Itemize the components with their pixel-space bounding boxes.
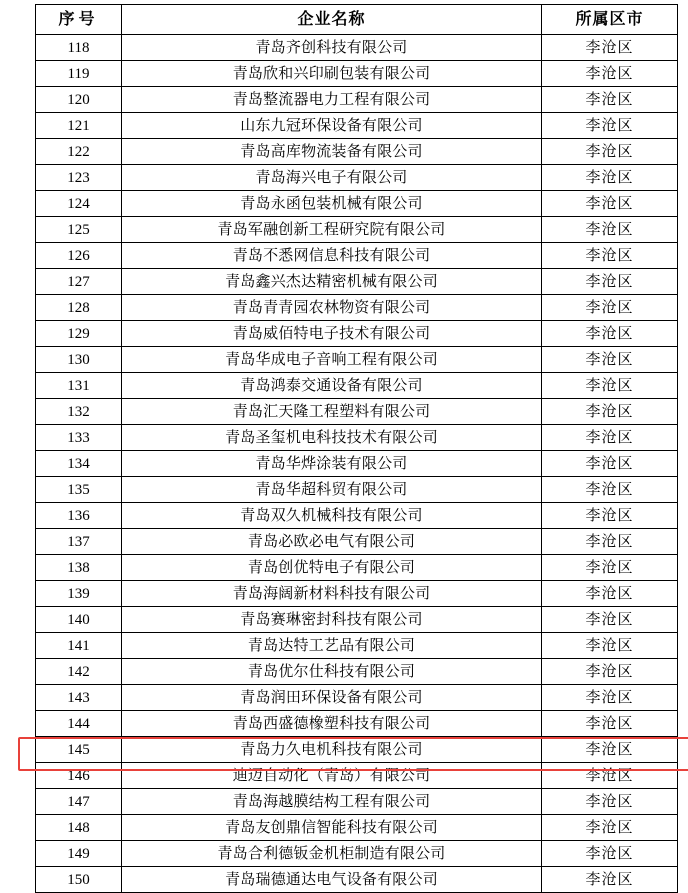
table-header-row <box>36 5 678 35</box>
cell-company-name: 青岛欣和兴印刷包装有限公司 <box>122 61 542 87</box>
cell-area: 李沧区 <box>542 737 678 763</box>
table-row <box>36 87 678 113</box>
table-row <box>36 815 678 841</box>
cell-no: 122 <box>36 139 122 165</box>
cell-area: 李沧区 <box>542 581 678 607</box>
cell-no: 146 <box>36 763 122 789</box>
cell-area: 李沧区 <box>542 867 678 893</box>
cell-no: 135 <box>36 477 122 503</box>
cell-no: 147 <box>36 789 122 815</box>
table-row <box>36 607 678 633</box>
table-row <box>36 841 678 867</box>
cell-area: 李沧区 <box>542 451 678 477</box>
cell-company-name: 青岛鸿泰交通设备有限公司 <box>122 373 542 399</box>
cell-company-name: 青岛整流器电力工程有限公司 <box>122 87 542 113</box>
column-header-area: 所属区市 <box>542 5 678 35</box>
cell-no: 118 <box>36 35 122 61</box>
cell-area: 李沧区 <box>542 61 678 87</box>
cell-no: 134 <box>36 451 122 477</box>
cell-no: 126 <box>36 243 122 269</box>
cell-company-name: 青岛军融创新工程研究院有限公司 <box>122 217 542 243</box>
table-row <box>36 399 678 425</box>
column-header-name: 企业名称 <box>122 5 542 35</box>
cell-area: 李沧区 <box>542 87 678 113</box>
cell-no: 130 <box>36 347 122 373</box>
cell-no: 132 <box>36 399 122 425</box>
cell-no: 137 <box>36 529 122 555</box>
cell-company-name: 青岛友创鼎信智能科技有限公司 <box>122 815 542 841</box>
table-row <box>36 503 678 529</box>
cell-no: 149 <box>36 841 122 867</box>
cell-company-name: 青岛赛琳密封科技有限公司 <box>122 607 542 633</box>
cell-area: 李沧区 <box>542 399 678 425</box>
cell-no: 124 <box>36 191 122 217</box>
cell-company-name: 青岛鑫兴杰达精密机械有限公司 <box>122 269 542 295</box>
cell-area: 李沧区 <box>542 217 678 243</box>
cell-company-name: 青岛高库物流装备有限公司 <box>122 139 542 165</box>
table-row <box>36 425 678 451</box>
cell-area: 李沧区 <box>542 789 678 815</box>
cell-company-name: 青岛不悉网信息科技有限公司 <box>122 243 542 269</box>
cell-area: 李沧区 <box>542 685 678 711</box>
table-row <box>36 243 678 269</box>
cell-area: 李沧区 <box>542 607 678 633</box>
cell-area: 李沧区 <box>542 113 678 139</box>
cell-area: 李沧区 <box>542 191 678 217</box>
table-row <box>36 685 678 711</box>
cell-no: 133 <box>36 425 122 451</box>
cell-no: 123 <box>36 165 122 191</box>
cell-no: 138 <box>36 555 122 581</box>
cell-company-name: 青岛威佰特电子技术有限公司 <box>122 321 542 347</box>
cell-no: 127 <box>36 269 122 295</box>
cell-company-name: 迪迈自动化（青岛）有限公司 <box>122 763 542 789</box>
cell-company-name: 青岛瑞德通达电气设备有限公司 <box>122 867 542 893</box>
cell-company-name: 青岛西盛德橡塑科技有限公司 <box>122 711 542 737</box>
cell-company-name: 青岛海越膜结构工程有限公司 <box>122 789 542 815</box>
cell-no: 145 <box>36 737 122 763</box>
cell-area: 李沧区 <box>542 295 678 321</box>
cell-company-name: 青岛合利德钣金机柜制造有限公司 <box>122 841 542 867</box>
cell-company-name: 青岛青青园农林物资有限公司 <box>122 295 542 321</box>
cell-company-name: 青岛双久机械科技有限公司 <box>122 503 542 529</box>
cell-company-name: 青岛必欧必电气有限公司 <box>122 529 542 555</box>
table-row <box>36 763 678 789</box>
table-row <box>36 321 678 347</box>
cell-company-name: 青岛海阔新材料科技有限公司 <box>122 581 542 607</box>
table-row <box>36 633 678 659</box>
table-row <box>36 581 678 607</box>
cell-no: 136 <box>36 503 122 529</box>
cell-area: 李沧区 <box>542 529 678 555</box>
cell-area: 李沧区 <box>542 139 678 165</box>
cell-company-name: 青岛华超科贸有限公司 <box>122 477 542 503</box>
cell-company-name: 青岛华烨涂装有限公司 <box>122 451 542 477</box>
table-header <box>36 5 678 35</box>
cell-no: 140 <box>36 607 122 633</box>
cell-company-name: 青岛优尔仕科技有限公司 <box>122 659 542 685</box>
cell-area: 李沧区 <box>542 711 678 737</box>
table-row <box>36 529 678 555</box>
cell-company-name: 青岛达特工艺品有限公司 <box>122 633 542 659</box>
cell-company-name: 青岛齐创科技有限公司 <box>122 35 542 61</box>
cell-area: 李沧区 <box>542 477 678 503</box>
cell-company-name: 青岛华成电子音响工程有限公司 <box>122 347 542 373</box>
enterprise-table <box>35 4 678 893</box>
cell-area: 李沧区 <box>542 633 678 659</box>
table-body <box>36 35 678 893</box>
cell-area: 李沧区 <box>542 35 678 61</box>
document-page <box>0 4 688 754</box>
table-row <box>36 35 678 61</box>
cell-company-name: 青岛汇天隆工程塑料有限公司 <box>122 399 542 425</box>
cell-no: 125 <box>36 217 122 243</box>
cell-area: 李沧区 <box>542 425 678 451</box>
table-row <box>36 269 678 295</box>
cell-company-name: 青岛海兴电子有限公司 <box>122 165 542 191</box>
cell-company-name: 青岛创优特电子有限公司 <box>122 555 542 581</box>
cell-area: 李沧区 <box>542 347 678 373</box>
table-row <box>36 555 678 581</box>
cell-area: 李沧区 <box>542 269 678 295</box>
cell-area: 李沧区 <box>542 373 678 399</box>
cell-company-name: 山东九冠环保设备有限公司 <box>122 113 542 139</box>
table-row <box>36 165 678 191</box>
cell-no: 141 <box>36 633 122 659</box>
table-row <box>36 113 678 139</box>
cell-area: 李沧区 <box>542 659 678 685</box>
cell-no: 139 <box>36 581 122 607</box>
cell-no: 131 <box>36 373 122 399</box>
cell-no: 119 <box>36 61 122 87</box>
cell-no: 144 <box>36 711 122 737</box>
table-row <box>36 867 678 893</box>
table-row <box>36 659 678 685</box>
cell-no: 142 <box>36 659 122 685</box>
cell-area: 李沧区 <box>542 815 678 841</box>
cell-company-name: 青岛力久电机科技有限公司 <box>122 737 542 763</box>
cell-no: 148 <box>36 815 122 841</box>
table-row <box>36 217 678 243</box>
cell-no: 120 <box>36 87 122 113</box>
table-row <box>36 61 678 87</box>
table-row <box>36 373 678 399</box>
table-row <box>36 295 678 321</box>
cell-no: 121 <box>36 113 122 139</box>
cell-no: 129 <box>36 321 122 347</box>
cell-company-name: 青岛圣玺机电科技技术有限公司 <box>122 425 542 451</box>
cell-area: 李沧区 <box>542 321 678 347</box>
cell-area: 李沧区 <box>542 165 678 191</box>
cell-no: 150 <box>36 867 122 893</box>
column-header-no: 序号 <box>36 5 122 35</box>
table-row <box>36 139 678 165</box>
table-row <box>36 191 678 217</box>
cell-area: 李沧区 <box>542 503 678 529</box>
table-row <box>36 789 678 815</box>
cell-company-name: 青岛润田环保设备有限公司 <box>122 685 542 711</box>
cell-area: 李沧区 <box>542 243 678 269</box>
cell-no: 128 <box>36 295 122 321</box>
table-row <box>36 711 678 737</box>
table-row <box>36 347 678 373</box>
cell-area: 李沧区 <box>542 763 678 789</box>
cell-company-name: 青岛永函包装机械有限公司 <box>122 191 542 217</box>
cell-area: 李沧区 <box>542 841 678 867</box>
cell-no: 143 <box>36 685 122 711</box>
cell-area: 李沧区 <box>542 555 678 581</box>
table-row <box>36 451 678 477</box>
table-row <box>36 477 678 503</box>
